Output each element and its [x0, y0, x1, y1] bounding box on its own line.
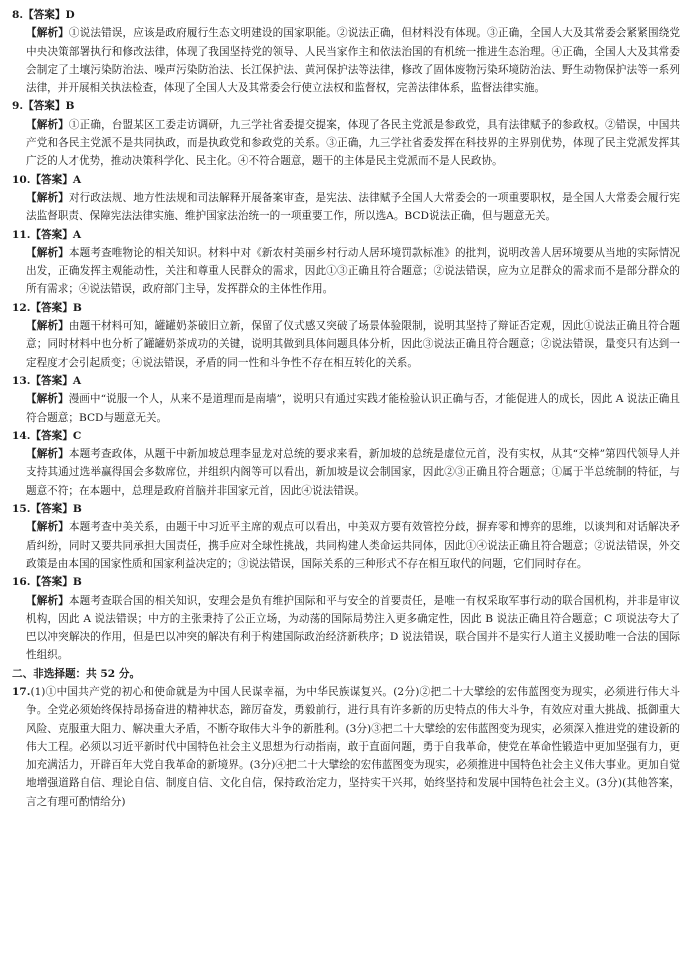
explanation-tag: 【解析】 [26, 393, 69, 406]
answer-choice: A [72, 374, 82, 387]
answer-tag: 【答案】 [30, 429, 73, 442]
explanation-text: 由题干材料可知，罐罐奶茶破旧立新，保留了仪式感又突破了场景体验限制，说明其坚持了辩证否定观，因此①说法正确且符合题意；同时材料中也分析了罐罐奶茶成功的关键，说明其做到具体问题具体分析，因此③说法正确且符合题意；②说法错误，量变只有达到一定程度才会引起质变；④说法错误，矛盾的同一性和斗争性不存在相互转化的关系。 [26, 320, 681, 369]
explanation [12, 116, 680, 171]
answer-tag: 【答案】 [30, 228, 73, 241]
explanation-text: ①说法错误，应该是政府履行生态文明建设的国家职能。②说法正确，但材料没有体现。③正确，全国人大及其常委会紧紧围绕党中央决策部署执行和修改法律，体现了我国坚持党的领导、人民当家作主和依法治国的有机统一推进生态治理。④正确，全国人大及其常委会制定了土壤污染防治法、噪声污染防治法、长江保护法、黄河保护法等法律，修改了固体废物污染环境防治法、野生动物保护法等一系列法律，并开展相关执法检查，体现了全国人大及其常委会行使立法权和监督权，完善法律体系，监督法律实施。 [26, 27, 681, 95]
question-number: 12. [12, 301, 31, 314]
question-17-text: (1)①中国共产党的初心和使命就是为中国人民谋幸福，为中华民族谋复兴。(2分)②把二十大擘绘的宏伟蓝图变为现实，必须进行伟大斗争。全党必须始终保持昂扬奋进的精神状态，蹄厉奋发，勇毅前行，进行具有许多新的历史特点的伟大斗争，有效应对重大挑战、抵御重大风险、克服重大阻力、解决重大矛盾，不断夺取伟大斗争的新胜利。(3分)③把二十大擘绘的宏伟蓝图变为现实，必须深入推进党的建设新的伟大工程。必须以习近平新时代中国特色社会主义思想为行动指南，敢于直面问题，勇于自我革命，使党在革命性锻造中更加坚强有力，更加充满活力，开辟百年大党自我革命的新境界。(3分)④把二十大擘绘的宏伟蓝图变为现实，必须推进中国特色社会主义伟大事业。更加自觉地增强道路自信、理论自信、制度自信、文化自信，保持政治定力，坚持实干兴邦，始终坚持和发展中国特色社会主义。(3分)(其他答案，言之有理可酌情给分) [26, 685, 680, 808]
answer-tag: 【答案】 [30, 173, 73, 186]
explanation-tag: 【解析】 [26, 118, 69, 131]
answer-tag: 【答案】 [30, 374, 73, 387]
question-item [12, 226, 680, 299]
explanation [12, 244, 680, 299]
answer-line [12, 427, 680, 445]
answer-choice: A [72, 228, 82, 241]
explanation-text: 本题考查唯物论的相关知识。材料中对《新农村美丽乡村行动人居环境罚款标准》的批判，说明改善人居环境要从当地的实际情况出发，正确发挥主观能动性，关注和尊重人民群众的需求，因此①③正确且符合题意；②说法错误，应为立足群众的需求而不是部分群众的所有需求；④说法错误，政府部门主导，发挥群众的主体性作用。 [26, 246, 681, 296]
question-number: 16. [12, 576, 31, 589]
answer-choice: D [65, 9, 75, 21]
question-item [12, 500, 680, 573]
answer-choice: B [72, 576, 82, 589]
question-number: 15. [12, 503, 31, 516]
answer-page [12, 6, 680, 811]
question-number: 10. [12, 173, 31, 186]
question-17-body [12, 683, 680, 811]
answer-choice: C [72, 429, 82, 442]
answer-tag: 【答案】 [30, 503, 73, 516]
answer-choice: A [72, 173, 82, 186]
question-item [12, 372, 680, 427]
explanation-text: 漫画中“说服一个人，从来不是道理而是南墙”，说明只有通过实践才能检验认识正确与否，才能促进人的成长，因此 A 说法正确且符合题意；BCD与题意无关。 [26, 393, 681, 424]
answer-choice: B [72, 503, 82, 516]
explanation-tag: 【解析】 [26, 27, 69, 40]
explanation [12, 518, 680, 573]
question-17-number: 17. [12, 685, 31, 698]
section-heading: 二、非选择题：共 52 分。 [12, 667, 141, 680]
answer-tag: 【答案】 [30, 301, 73, 314]
answer-line [12, 171, 680, 189]
question-number: 13. [12, 374, 31, 387]
answer-tag: 【答案】 [30, 576, 73, 589]
answer-line [12, 573, 680, 591]
explanation [12, 390, 680, 427]
answer-line [12, 6, 680, 24]
explanation [12, 445, 680, 500]
explanation-tag: 【解析】 [26, 191, 69, 204]
explanation-tag: 【解析】 [26, 448, 69, 461]
explanation-text: 本题考查政体，从题干中新加坡总理李显龙对总统的要求来看，新加坡的总统是虚位元首，没有实权，从其“交棒”第四代领导人并支持其通过选举赢得国会多数席位，并组织内阁等可以看出，新加坡是议会制国家，因此②③正确且符合题意；①属于半总统制的特征，与题意不符；在本题中，总理是政府首脑并非国家元首，因此④说法错误。 [26, 448, 681, 497]
question-item [12, 427, 680, 500]
explanation-text: 本题考查中美关系，由题干中习近平主席的观点可以看出，中美双方要有效管控分歧，摒弃零和博弈的思维，以谈判和对话解决矛盾纠纷，同时又要共同承担大国责任，携手应对全球性挑战，共同构建人类命运共同体，因此①④说法正确且符合题意；②说法错误，外交政策是由本国的国家性质和国家利益决定的；③说法错误，国际关系的三种形式不存在相互取代的问题，它们同时存在。 [26, 521, 681, 570]
explanation-tag: 【解析】 [26, 246, 69, 259]
question-item [12, 573, 680, 664]
question-number: 9. [12, 100, 24, 113]
answer-choice: B [72, 301, 82, 314]
explanation [12, 189, 680, 226]
answer-line [12, 299, 680, 317]
question-item [12, 6, 680, 97]
explanation [12, 24, 680, 97]
explanation-tag: 【解析】 [26, 320, 69, 333]
explanation-tag: 【解析】 [26, 521, 69, 534]
question-number: 14. [12, 429, 31, 442]
explanation [12, 317, 680, 372]
question-item [12, 171, 680, 226]
question-number: 11. [12, 228, 31, 241]
question-item [12, 97, 680, 170]
explanation-text: ①正确，台盟某区工委走访调研，九三学社省委提交提案，体现了各民主党派是参政党，具有法律赋予的参政权。②错误，中国共产党和各民主党派不是共同执政，而是执政党和参政党的关系。③正确，九三学社省委发挥在科技界的主界别优势，体现了民主党派发挥其广泛的人才优势，推动决策科学化、民主化。④不符合题意，题干的主体是民主党派而不是人民政协。 [26, 118, 681, 168]
explanation [12, 592, 680, 665]
question-17 [12, 683, 680, 811]
explanation-text: 对行政法规、地方性法规和司法解释开展备案审查，是宪法、法律赋予全国人大常委会的一项重要职权，是全国人大常委会履行宪法监督职责、保障宪法法律实施、维护国家法治统一的一项重要工作，所以选A。BCD说法正确，但与题意无关。 [26, 191, 681, 223]
answer-choice: B [65, 100, 75, 113]
explanation-text: 本题考查联合国的相关知识，安理会是负有维护国际和平与安全的首要责任，是唯一有权采取军事行动的联合国机构，并非是审议机构，因此 A 说法错误；中方的主张秉持了公正立场，为动荡的国际局势注入更多确定性，因此 B 说法正确且符合题意；C 项说法夸大了巴以冲突解决的作用，但是巴以冲突的解决有利于构建国际政治经济新秩序；D 说法错误，联合国并不是实行人道主义援助唯一合法的国际性组织。 [26, 594, 681, 662]
question-number: 8. [12, 9, 24, 21]
answer-tag: 【答案】 [23, 9, 66, 21]
answer-line [12, 500, 680, 518]
answer-line [12, 372, 680, 390]
answer-tag: 【答案】 [23, 100, 66, 113]
answer-line [12, 226, 680, 244]
explanation-tag: 【解析】 [26, 594, 69, 607]
answer-line [12, 97, 680, 115]
question-list [12, 6, 680, 665]
question-item [12, 299, 680, 372]
